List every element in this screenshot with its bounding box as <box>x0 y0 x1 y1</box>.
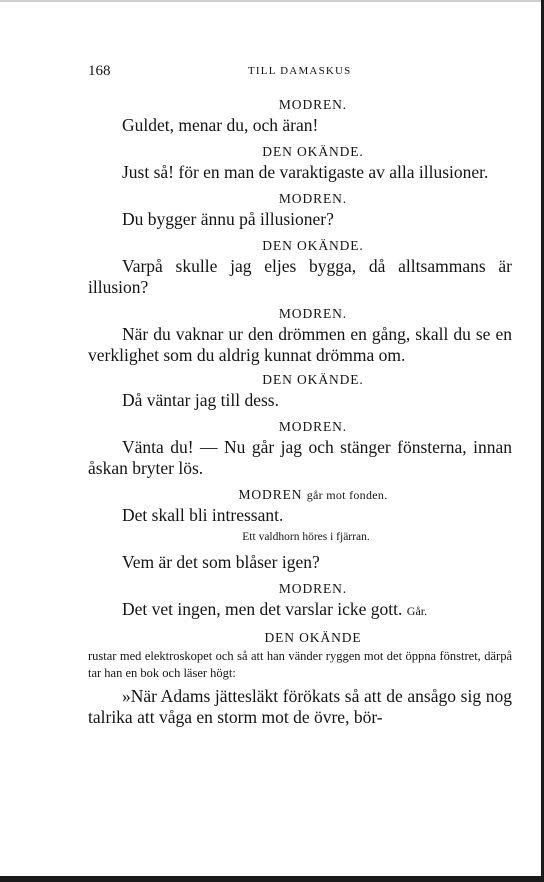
page-number: 168 <box>88 63 111 79</box>
dialogue-line: Du bygger ännu på illusioner? <box>122 209 334 229</box>
speaker-label: MODREN. <box>278 419 348 434</box>
speaker-label: MODREN. <box>278 581 348 596</box>
dialogue-line: När du vaknar ur den drömmen en gång, skall du se en verklighet som du aldrig kunnat drömma om. <box>88 324 512 365</box>
stage-direction: Ett valdhorn höres i fjärran. <box>242 531 370 543</box>
dialogue-line: Det skall bli intressant. <box>122 505 284 525</box>
speaker-with-direction <box>88 485 512 505</box>
dialogue-line: Vem är det som blåser igen? <box>122 552 320 572</box>
page-bottom-edge <box>0 876 544 882</box>
speaker-label: MODREN. <box>278 97 348 112</box>
speaker-label: MODREN. <box>278 191 348 206</box>
dialogue-line-with-direction <box>88 599 512 622</box>
dialogue-line: »När Adams jättesläkt förökats så att de ansågo sig nog talrika att våga en storm mot de övre, bör- <box>88 686 512 727</box>
page-top-edge <box>0 0 544 2</box>
speaker-label: DEN OKÄNDE. <box>262 144 364 159</box>
dialogue-line: Då väntar jag till dess. <box>122 390 279 410</box>
dialogue-text: Det vet ingen, men det varslar icke gott. <box>122 599 403 619</box>
speaker-label: DEN OKÄNDE. <box>262 238 364 253</box>
speaker-label: DEN OKÄNDE <box>264 630 362 645</box>
dialogue-line: Guldet, menar du, och äran! <box>122 115 319 135</box>
dialogue-line: Vänta du! — Nu går jag och stänger fönsterna, innan åskan bryter lös. <box>88 437 512 478</box>
running-title: TILL DAMASKUS <box>248 65 352 77</box>
dialogue-line: Just så! för en man de varaktigaste av alla illusioner. <box>122 162 489 182</box>
speaker-label: MODREN <box>238 487 303 502</box>
dialogue-line: Varpå skulle jag eljes bygga, då alltsammans är illusion? <box>88 256 512 297</box>
speaker-label: DEN OKÄNDE. <box>262 372 364 387</box>
inline-stage-direction: Går. <box>406 604 428 618</box>
stage-direction: går mot fonden. <box>306 488 388 502</box>
page-header <box>0 63 544 83</box>
speaker-label: MODREN. <box>278 306 348 321</box>
stage-direction-block: rustar med elektroskopet och så att han vänder ryggen mot det öppna fönstret, därpå tar han en bok och läser högt: <box>88 649 512 680</box>
play-text <box>88 95 512 730</box>
